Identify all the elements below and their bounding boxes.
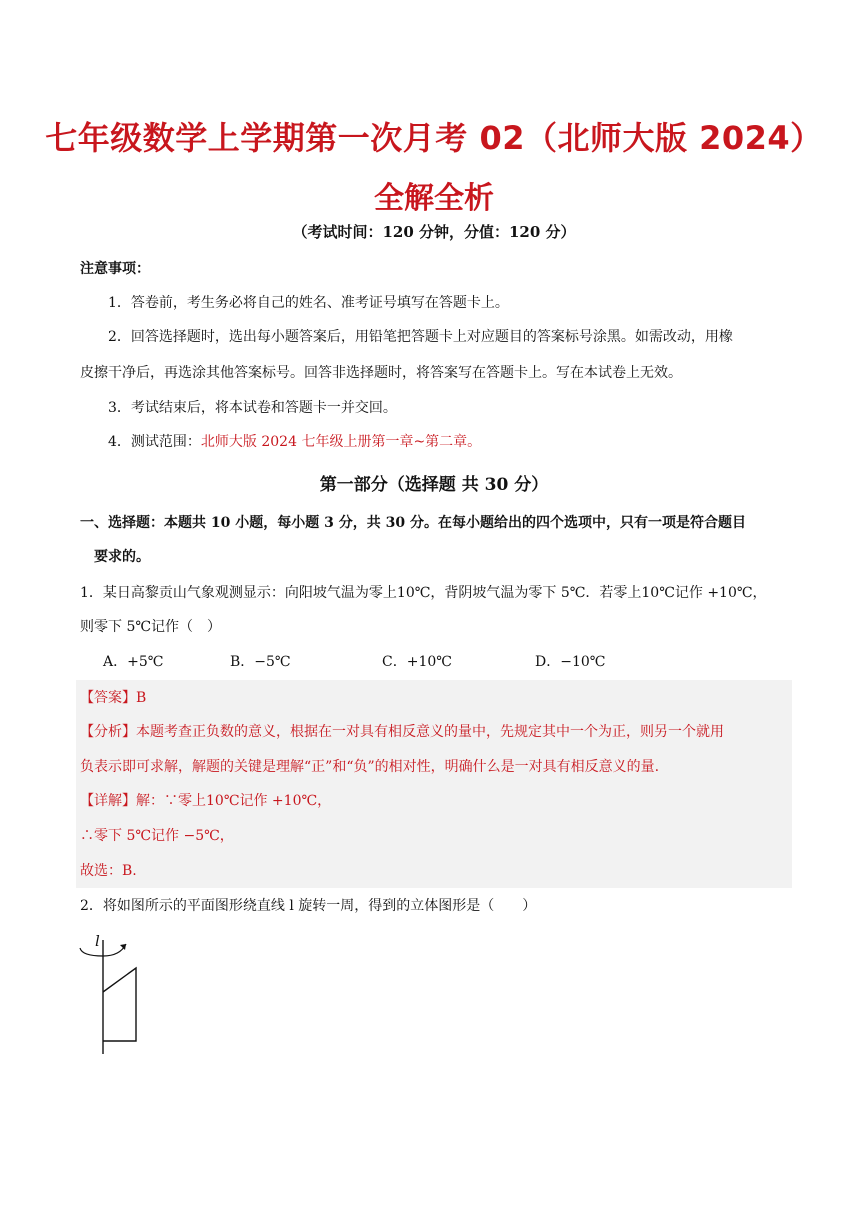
rotation-diagram [70,926,160,1061]
plane-shape [103,968,136,1041]
document-subtitle: 全解全析 [374,181,494,216]
detail-line-1 [80,791,331,811]
section-heading: 第一部分（选择题 共 30 分） [319,475,549,495]
option-a: A．+5℃ [103,654,164,670]
notice-item-1: 1．答卷前，考生务必将自己的姓名、准考证号填写在答题卡上。 [108,295,509,311]
analysis-line-1 [80,722,724,742]
option-c: C．+10℃ [382,654,452,670]
answer-label: 【答案】 [80,690,136,706]
detail-label: 【详解】 [80,793,136,809]
question-2-stem: 2．将如图所示的平面图形绕直线 l 旋转一周，得到的立体图形是（ ） [80,898,537,914]
detail-text-1: 解：∵零上10℃记作 +10℃， [136,793,332,809]
rotation-figure [70,926,160,1065]
option-b: B．−5℃ [230,654,291,670]
analysis-label: 【分析】 [80,724,136,740]
test-scope: 北师大版 2024 七年级上册第一章~第二章。 [200,434,482,450]
notice-item-2-line-2: 皮擦干净后，再选涂其他答案标号。回答非选择题时，将答案写在答题卡上。写在本试卷上无效。 [80,365,682,381]
notice-item-4-prefix: 4．测试范围： [108,434,201,450]
detail-line-3: 故选：B. [80,863,137,879]
document-title: 七年级数学上学期第一次月考 02（北师大版 2024） [45,119,823,157]
notice-item-2-line-1: 2．回答选择题时，选出每小题答案后，用铅笔把答题卡上对应题目的答案标号涂黑。如需改动，用橡 [108,329,733,345]
axis-label: l [95,932,100,950]
notice-heading: 注意事项： [80,261,150,277]
question-1-stem-line-2: 则零下 5℃记作（ ） [80,619,222,635]
notice-item-4 [108,432,481,452]
section-intro-line-2: 要求的。 [94,549,150,565]
section-intro-line-1: 一、选择题：本题共 10 小题，每小题 3 分，共 30 分。在每小题给出的四个选项中，只有一项是符合题目 [80,515,746,531]
option-d: D．−10℃ [535,654,606,670]
answer-explanation-box [76,680,792,888]
analysis-text-1: 本题考查正负数的意义，根据在一对具有相反意义的量中，先规定其中一个为正，则另一个就用 [136,724,724,740]
answer-value: B [136,690,147,706]
analysis-line-2: 负表示即可求解，解题的关键是理解“正”和“负”的相对性，明确什么是一对具有相反意义的量. [80,759,660,775]
detail-line-2: ∴零下 5℃记作 −5℃， [80,828,234,844]
exam-info: （考试时间：120 分钟，分值：120 分） [292,223,576,241]
question-1-stem-line-1: 1．某日高黎贡山气象观测显示：向阳坡气温为零上10℃，背阴坡气温为零下 5℃．若零上10℃记作 +10℃， [80,585,767,601]
answer-line [80,688,146,708]
notice-item-3: 3．考试结束后，将本试卷和答题卡一并交回。 [108,400,397,416]
